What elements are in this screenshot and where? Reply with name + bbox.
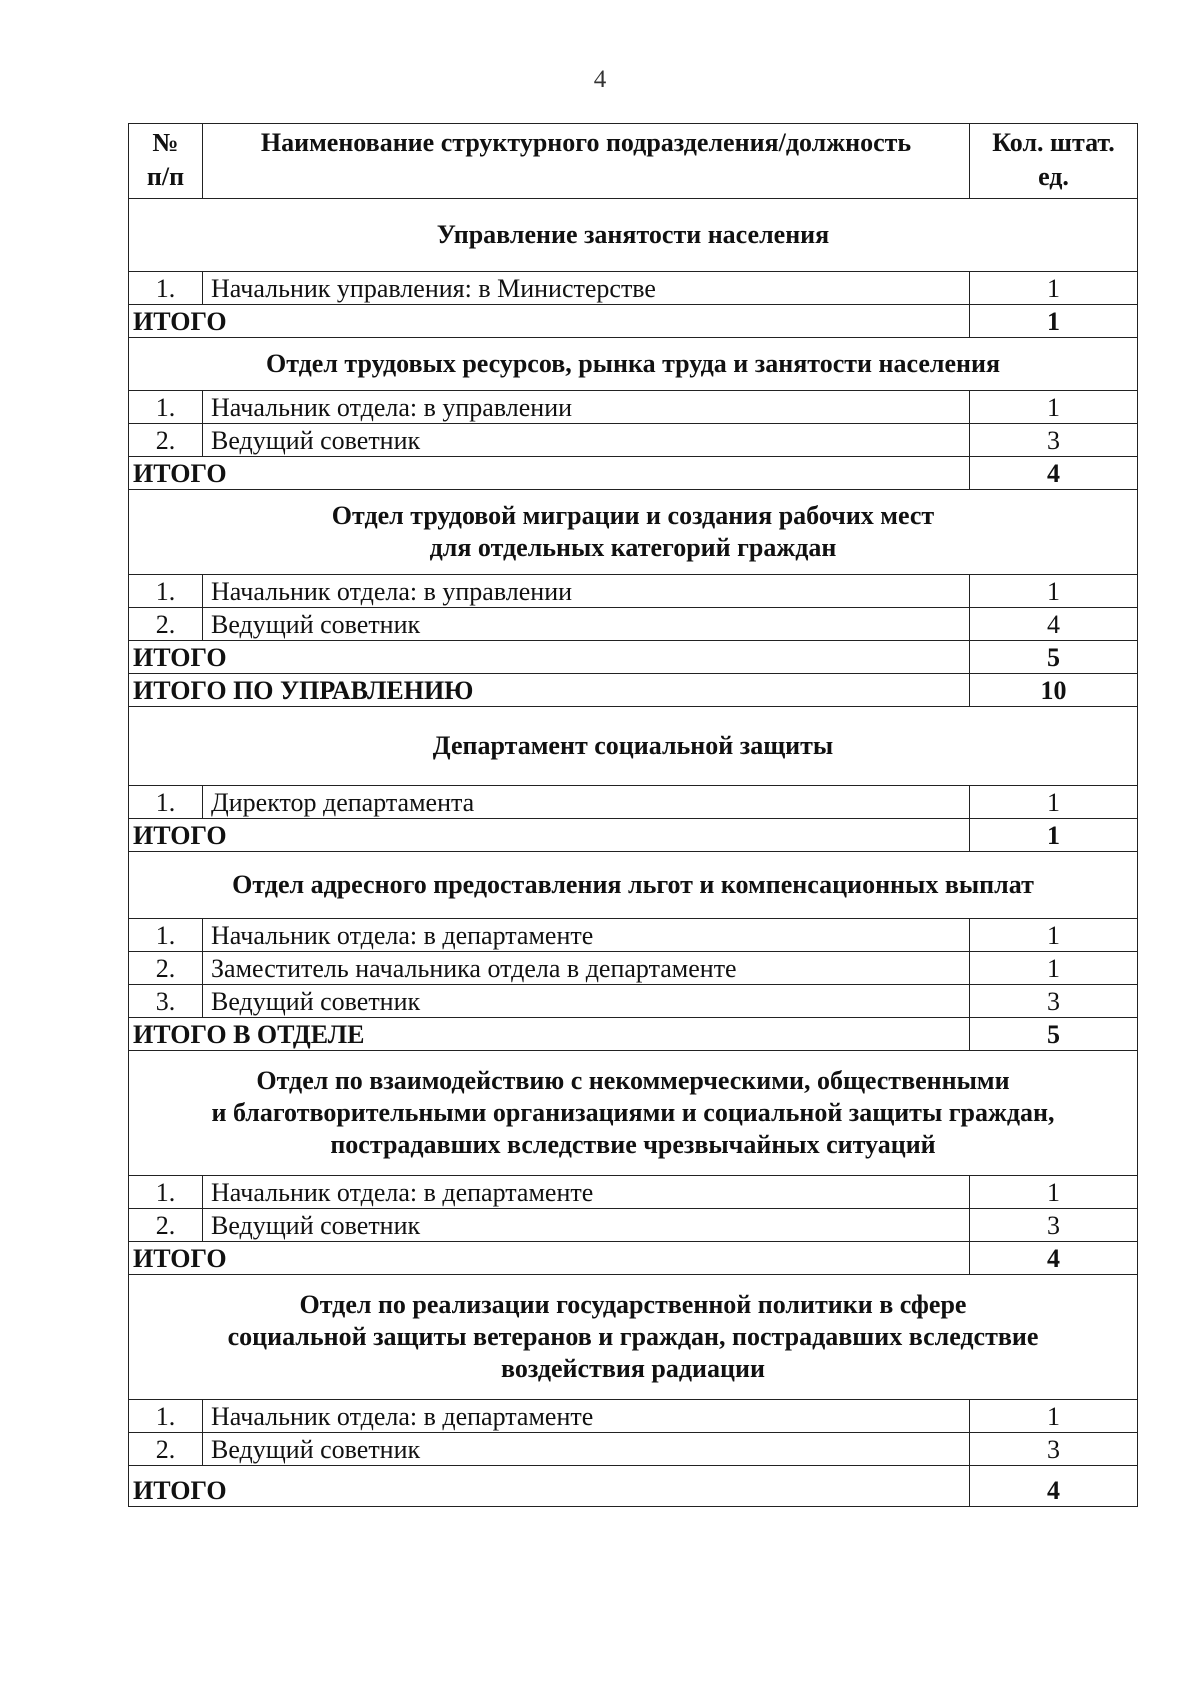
total-label: ИТОГО bbox=[129, 641, 970, 674]
section-title: Отдел по реализации государственной политики в сфере социальной защиты ветеранов и граждан, пострадавших вследствие воздействия радиации bbox=[129, 1275, 1138, 1400]
total-count: 1 bbox=[970, 305, 1138, 338]
row-number: 1. bbox=[129, 391, 203, 424]
table-row bbox=[129, 919, 1138, 952]
total-row bbox=[129, 819, 1138, 852]
row-number: 1. bbox=[129, 575, 203, 608]
total-row bbox=[129, 641, 1138, 674]
total-count: 1 bbox=[970, 819, 1138, 852]
section-title: Отдел трудовой миграции и создания рабочих мест для отдельных категорий граждан bbox=[129, 490, 1138, 575]
header-number: № п/п bbox=[129, 124, 203, 199]
table-row bbox=[129, 608, 1138, 641]
row-number: 2. bbox=[129, 608, 203, 641]
total-count: 4 bbox=[970, 1466, 1138, 1507]
row-position: Начальник отдела: в управлении bbox=[203, 575, 970, 608]
row-position: Начальник отдела: в департаменте bbox=[203, 1176, 970, 1209]
header-name: Наименование структурного подразделения/должность bbox=[203, 124, 970, 199]
row-position: Ведущий советник bbox=[203, 424, 970, 457]
section-title-row bbox=[129, 1051, 1138, 1176]
staffing-table bbox=[128, 123, 1138, 1507]
row-position: Ведущий советник bbox=[203, 1433, 970, 1466]
row-count: 1 bbox=[970, 952, 1138, 985]
row-count: 1 bbox=[970, 1176, 1138, 1209]
row-count: 1 bbox=[970, 391, 1138, 424]
row-position: Ведущий советник bbox=[203, 608, 970, 641]
table-row bbox=[129, 391, 1138, 424]
total-label: ИТОГО bbox=[129, 1466, 970, 1507]
table-row bbox=[129, 1176, 1138, 1209]
row-count: 4 bbox=[970, 608, 1138, 641]
row-position: Начальник управления: в Министерстве bbox=[203, 272, 970, 305]
row-number: 2. bbox=[129, 952, 203, 985]
table-row bbox=[129, 952, 1138, 985]
table-row bbox=[129, 985, 1138, 1018]
section-title-row bbox=[129, 338, 1138, 391]
row-number: 3. bbox=[129, 985, 203, 1018]
table-row bbox=[129, 786, 1138, 819]
row-count: 3 bbox=[970, 1433, 1138, 1466]
row-count: 1 bbox=[970, 272, 1138, 305]
total-count: 4 bbox=[970, 457, 1138, 490]
row-number: 1. bbox=[129, 1400, 203, 1433]
section-title-row bbox=[129, 707, 1138, 786]
total-label: ИТОГО bbox=[129, 305, 970, 338]
total-row bbox=[129, 1242, 1138, 1275]
row-number: 2. bbox=[129, 424, 203, 457]
row-number: 2. bbox=[129, 1433, 203, 1466]
total-label: ИТОГО ПО УПРАВЛЕНИЮ bbox=[129, 674, 970, 707]
table-row bbox=[129, 575, 1138, 608]
header-count: Кол. штат. ед. bbox=[970, 124, 1138, 199]
total-count: 5 bbox=[970, 641, 1138, 674]
total-row bbox=[129, 305, 1138, 338]
page-number: 4 bbox=[593, 66, 607, 93]
grand-total-row bbox=[129, 674, 1138, 707]
section-title-row bbox=[129, 199, 1138, 272]
row-count: 1 bbox=[970, 1400, 1138, 1433]
table-row bbox=[129, 1433, 1138, 1466]
section-title-row bbox=[129, 490, 1138, 575]
row-number: 1. bbox=[129, 272, 203, 305]
row-number: 2. bbox=[129, 1209, 203, 1242]
row-position: Ведущий советник bbox=[203, 985, 970, 1018]
section-title: Отдел трудовых ресурсов, рынка труда и занятости населения bbox=[129, 338, 1138, 391]
row-number: 1. bbox=[129, 1176, 203, 1209]
section-title-row bbox=[129, 1275, 1138, 1400]
row-position: Начальник отдела: в департаменте bbox=[203, 919, 970, 952]
total-row bbox=[129, 457, 1138, 490]
total-row bbox=[129, 1466, 1138, 1507]
row-count: 3 bbox=[970, 424, 1138, 457]
table-header-row bbox=[129, 124, 1138, 199]
table-row bbox=[129, 272, 1138, 305]
row-count: 1 bbox=[970, 786, 1138, 819]
row-count: 1 bbox=[970, 575, 1138, 608]
row-count: 3 bbox=[970, 985, 1138, 1018]
section-title: Управление занятости населения bbox=[129, 199, 1138, 272]
row-position: Директор департамента bbox=[203, 786, 970, 819]
total-label: ИТОГО bbox=[129, 457, 970, 490]
row-position: Начальник отдела: в управлении bbox=[203, 391, 970, 424]
total-count: 10 bbox=[970, 674, 1138, 707]
total-count: 4 bbox=[970, 1242, 1138, 1275]
row-number: 1. bbox=[129, 786, 203, 819]
row-count: 1 bbox=[970, 919, 1138, 952]
row-count: 3 bbox=[970, 1209, 1138, 1242]
total-label: ИТОГО bbox=[129, 819, 970, 852]
total-label: ИТОГО bbox=[129, 1242, 970, 1275]
table-row bbox=[129, 1400, 1138, 1433]
table-row bbox=[129, 424, 1138, 457]
row-position: Начальник отдела: в департаменте bbox=[203, 1400, 970, 1433]
section-title: Департамент социальной защиты bbox=[129, 707, 1138, 786]
row-position: Ведущий советник bbox=[203, 1209, 970, 1242]
section-title: Отдел адресного предоставления льгот и компенсационных выплат bbox=[129, 852, 1138, 919]
table-row bbox=[129, 1209, 1138, 1242]
total-row bbox=[129, 1018, 1138, 1051]
section-title-row bbox=[129, 852, 1138, 919]
row-position: Заместитель начальника отдела в департаменте bbox=[203, 952, 970, 985]
section-title: Отдел по взаимодействию с некоммерческими, общественными и благотворительными организациями и социальной защиты граждан, пострадавших вследствие чрезвычайных ситуаций bbox=[129, 1051, 1138, 1176]
total-label: ИТОГО В ОТДЕЛЕ bbox=[129, 1018, 970, 1051]
total-count: 5 bbox=[970, 1018, 1138, 1051]
row-number: 1. bbox=[129, 919, 203, 952]
